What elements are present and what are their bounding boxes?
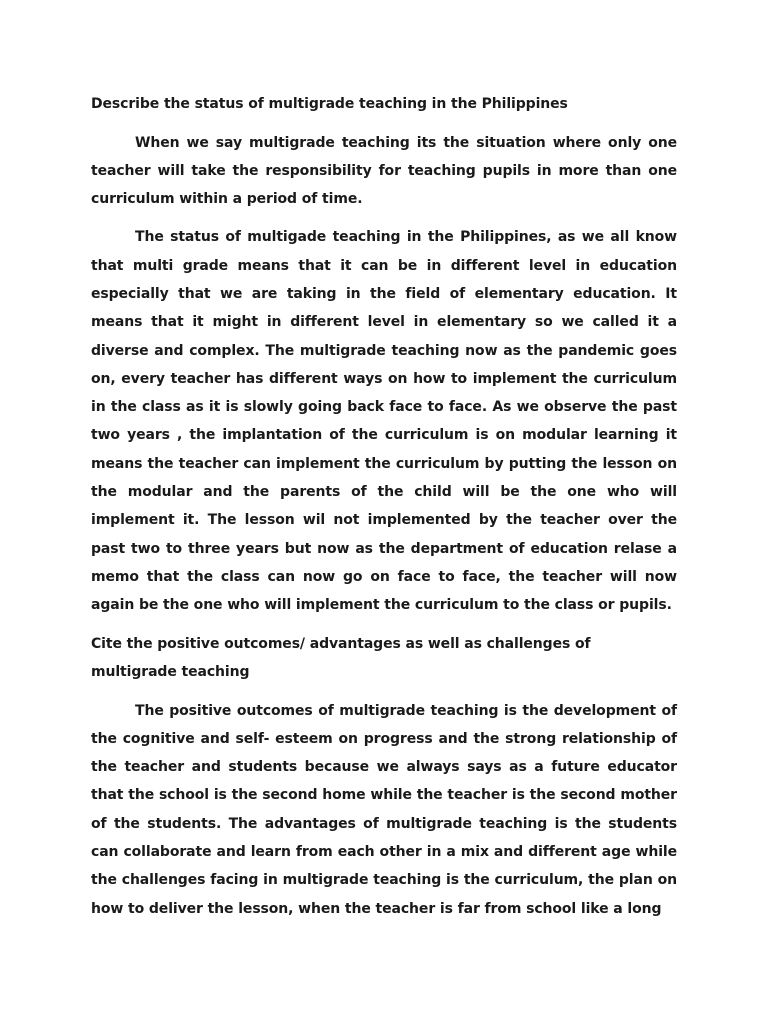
spacer (91, 620, 677, 630)
spacer (91, 213, 677, 223)
paragraph-definition: When we say multigrade teaching its the situation where only one teacher will take the responsibility for teaching pupils in more than one curriculum within a period of time. (91, 134, 677, 208)
paragraph-outcomes: The positive outcomes of multigrade teaching is the development of the cognitive and self- esteem on progress and the strong relationship of the teacher and students because we always says as a future educator that the school is the second home while the teacher is the second mother of the students. The advantages of multigrade teaching is the students can collaborate and learn from each other in a mix and different age while the challenges facing in multigrade teaching is the curriculum, the plan on how to deliver the lesson, when the teacher is far from school like a long (91, 702, 677, 917)
heading-outcomes: Cite the positive outcomes/ advantages as well as challenges of multigrade teaching (91, 635, 591, 681)
heading-status: Describe the status of multigrade teaching in the Philippines (91, 96, 568, 112)
document-body (91, 90, 677, 923)
spacer (91, 119, 677, 129)
spacer (91, 687, 677, 697)
paragraph-status: The status of multigade teaching in the Philippines, as we all know that multi grade means that it can be in different level in education especially that we are taking in the field of elementary education. It means that it might in different level in elementary so we called it a diverse and complex. The multigrade teaching now as the pandemic goes on, every teacher has different ways on how to implement the curriculum in the class as it is slowly going back face to face. As we observe the past two years , the implantation of the curriculum is on modular learning it means the teacher can implement the curriculum by putting the lesson on the modular and the parents of the child will be the one who will implement it. The lesson wil not implemented by the teacher over the past two to three years but now as the department of education relase a memo that the class can now go on face to face, the teacher will now again be the one who will implement the curriculum to the class or pupils. (91, 229, 677, 614)
